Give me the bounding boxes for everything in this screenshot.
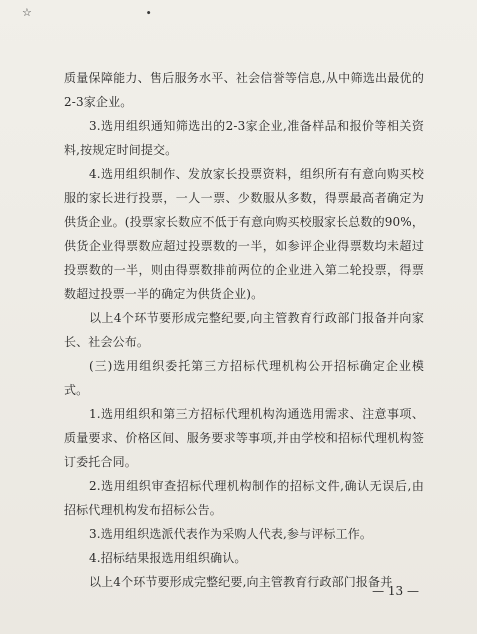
section-heading-3: (三)选用组织委托第三方招标代理机构公开招标确定企业模式。 [64, 359, 424, 397]
page-number: — 13 — [372, 584, 419, 598]
paragraph-4: 以上4个环节要形成完整纪要,向主管教育行政部门报备并向家长、社会公布。 [64, 311, 424, 349]
document-body [64, 66, 424, 594]
corner-mark-left: ☆ [22, 6, 32, 19]
paragraph-2: 3.选用组织通知筛选出的2-3家企业,准备样品和报价等相关资料,按规定时间提交。 [64, 119, 424, 157]
paragraph-3: 4.选用组织制作、发放家长投票资料，组织所有有意向购买校服的家长进行投票，一人一票、少数服从多数，得票最高者确定为供货企业。(投票家长数应不低于有意向购买校服家长总数的90%，供货企业得票数应超过投票数的一半，如参评企业得票数均未超过投票数的一半，则由得票数排前两位的企业进入第二轮投票，得票数超过投票一半的确定为供货企业)。 [64, 167, 425, 301]
paragraph-9: 4.招标结果报选用组织确认。 [89, 551, 247, 565]
paragraph-8: 3.选用组织选派代表作为采购人代表,参与评标工作。 [89, 527, 373, 541]
paragraph-6: 1.选用组织和第三方招标代理机构沟通选用需求、注意事项、质量要求、价格区间、服务要求等事项,并由学校和招标代理机构签订委托合同。 [64, 407, 424, 469]
paragraph-1: 质量保障能力、售后服务水平、社会信誉等信息,从中筛选出最优的2-3家企业。 [64, 71, 424, 109]
paragraph-10: 以上4个环节要形成完整纪要,向主管教育行政部门报备并 [89, 575, 393, 589]
paragraph-7: 2.选用组织审查招标代理机构制作的招标文件,确认无误后,由招标代理机构发布招标公告。 [64, 479, 424, 517]
corner-mark-right: ∙ [146, 6, 152, 19]
